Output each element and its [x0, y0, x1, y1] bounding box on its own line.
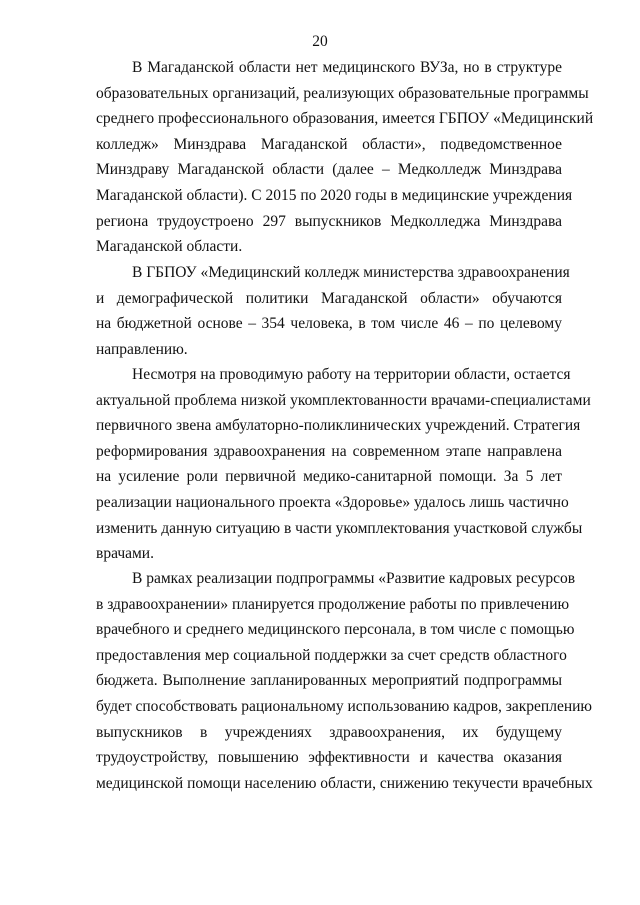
text-line: выпускников в учреждениях здравоохранения, их будущему: [96, 723, 562, 741]
paragraph-staffing-problem: [96, 362, 591, 567]
text-line: реформирования здравоохранения на современном этапе направлена: [96, 442, 562, 460]
text-line: в здравоохранении» планируется продолжение работы по привлечению: [96, 595, 570, 613]
text-line: и демографической политики Магаданской области» обучаются: [96, 289, 562, 307]
text-line: направлению.: [96, 340, 188, 358]
text-line: бюджета. Выполнение запланированных мероприятий подпрограммы: [96, 672, 562, 690]
text-line: Магаданской области). С 2015 по 2020 годы в медицинские учреждения: [96, 186, 573, 204]
paragraph-students: [96, 260, 570, 362]
paragraph-subprogram: [96, 566, 593, 796]
text-line: В рамках реализации подпрограммы «Развитие кадровых ресурсов: [132, 570, 576, 587]
text-line: среднего профессионального образования, имеется ГБПОУ «Медицинский: [96, 110, 594, 128]
text-line: В ГБПОУ «Медицинский колледж министерства здравоохранения: [132, 264, 570, 281]
text-line: Магаданской области.: [96, 238, 243, 256]
text-line: В Магаданской области нет медицинского ВУЗа, но в структуре: [132, 59, 562, 76]
text-line: будет способствовать рациональному использованию кадров, закреплению: [96, 697, 593, 715]
text-line: врачебного и среднего медицинского персонала, в том числе с помощью: [96, 621, 575, 639]
text-line: изменить данную ситуацию в части укомплектования участковой службы: [96, 519, 583, 537]
text-line: колледж» Минздрава Магаданской области», подведомственное: [96, 135, 562, 153]
text-line: первичного звена амбулаторно-поликлинических учреждений. Стратегия: [96, 417, 581, 435]
text-line: на бюджетной основе – 354 человека, в том числе 46 – по целевому: [96, 315, 562, 333]
text-line: врачами.: [96, 545, 154, 563]
text-line: Несмотря на проводимую работу на территории области, остается: [132, 366, 571, 383]
text-line: региона трудоустроено 297 выпускников Медколледжа Минздрава: [96, 212, 562, 230]
text-line: трудоустройству, повышению эффективности и качества оказания: [96, 749, 562, 767]
text-line: медицинской помощи населению области, снижению текучести врачебных: [96, 774, 593, 792]
text-line: Минздраву Магаданской области (далее – Медколледж Минздрава: [96, 161, 562, 179]
text-line: актуальной проблема низкой укомплектованности врачами-специалистами: [96, 391, 591, 409]
page-number: 20: [312, 33, 328, 50]
text-line: предоставления мер социальной поддержки за счет средств областного: [96, 646, 567, 664]
text-line: образовательных организаций, реализующих образовательные программы: [96, 84, 589, 102]
paragraph-medical-college: [96, 55, 594, 260]
text-line: реализации национального проекта «Здоровье» удалось лишь частично: [96, 493, 569, 511]
text-line: на усиление роли первичной медико-санитарной помощи. За 5 лет: [96, 468, 562, 486]
